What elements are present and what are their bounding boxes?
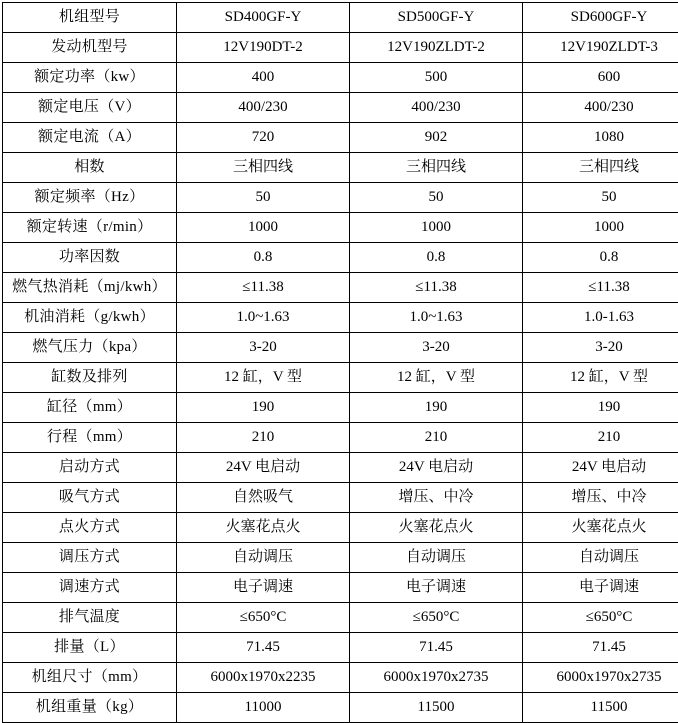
row-value: ≤650°C bbox=[177, 603, 350, 633]
row-value: 11500 bbox=[523, 693, 678, 723]
table-row bbox=[3, 273, 678, 303]
table-row bbox=[3, 573, 678, 603]
row-label: 机组型号 bbox=[3, 3, 177, 33]
row-value: 210 bbox=[350, 423, 523, 453]
row-value: 12V190ZLDT-3 bbox=[523, 33, 678, 63]
row-value: 12V190DT-2 bbox=[177, 33, 350, 63]
row-value: 自然吸气 bbox=[177, 483, 350, 513]
table-row bbox=[3, 693, 678, 723]
table-row bbox=[3, 603, 678, 633]
row-value: 1.0~1.63 bbox=[177, 303, 350, 333]
table-row bbox=[3, 393, 678, 423]
table-row bbox=[3, 63, 678, 93]
row-value: 三相四线 bbox=[350, 153, 523, 183]
row-value: ≤650°C bbox=[350, 603, 523, 633]
row-value: 500 bbox=[350, 63, 523, 93]
row-value: 210 bbox=[177, 423, 350, 453]
row-value: ≤11.38 bbox=[350, 273, 523, 303]
row-value: SD600GF-Y bbox=[523, 3, 678, 33]
row-value: 1.0~1.63 bbox=[350, 303, 523, 333]
row-value: 902 bbox=[350, 123, 523, 153]
row-value: ≤650°C bbox=[523, 603, 678, 633]
table-row bbox=[3, 333, 678, 363]
row-value: 1000 bbox=[350, 213, 523, 243]
row-value: 电子调速 bbox=[523, 573, 678, 603]
row-value: 190 bbox=[523, 393, 678, 423]
row-label: 额定电流（A） bbox=[3, 123, 177, 153]
table-row bbox=[3, 93, 678, 123]
row-value: 50 bbox=[177, 183, 350, 213]
table-row bbox=[3, 33, 678, 63]
row-value: 电子调速 bbox=[177, 573, 350, 603]
table-row bbox=[3, 123, 678, 153]
row-value: 400/230 bbox=[523, 93, 678, 123]
row-label: 功率因数 bbox=[3, 243, 177, 273]
row-label: 调压方式 bbox=[3, 543, 177, 573]
row-label: 燃气热消耗（mj/kwh） bbox=[3, 273, 177, 303]
row-value: 600 bbox=[523, 63, 678, 93]
row-value: 50 bbox=[350, 183, 523, 213]
row-value: SD500GF-Y bbox=[350, 3, 523, 33]
table-row bbox=[3, 543, 678, 573]
row-value: 1080 bbox=[523, 123, 678, 153]
row-label: 行程（mm） bbox=[3, 423, 177, 453]
row-value: 3-20 bbox=[350, 333, 523, 363]
row-value: 190 bbox=[350, 393, 523, 423]
specification-table bbox=[2, 2, 678, 723]
row-value: 自动调压 bbox=[523, 543, 678, 573]
row-value: 三相四线 bbox=[177, 153, 350, 183]
row-value: 0.8 bbox=[350, 243, 523, 273]
row-label: 缸数及排列 bbox=[3, 363, 177, 393]
row-value: 0.8 bbox=[523, 243, 678, 273]
row-value: 400 bbox=[177, 63, 350, 93]
row-value: 12 缸，V 型 bbox=[177, 363, 350, 393]
row-value: 电子调速 bbox=[350, 573, 523, 603]
row-value: 71.45 bbox=[177, 633, 350, 663]
row-label: 吸气方式 bbox=[3, 483, 177, 513]
row-label: 相数 bbox=[3, 153, 177, 183]
row-label: 额定电压（V） bbox=[3, 93, 177, 123]
row-value: 12 缸，V 型 bbox=[523, 363, 678, 393]
table-body bbox=[3, 3, 678, 723]
row-label: 燃气压力（kpa） bbox=[3, 333, 177, 363]
row-label: 发动机型号 bbox=[3, 33, 177, 63]
row-value: 210 bbox=[523, 423, 678, 453]
row-value: 火塞花点火 bbox=[350, 513, 523, 543]
row-label: 机组重量（kg） bbox=[3, 693, 177, 723]
row-label: 额定转速（r/min） bbox=[3, 213, 177, 243]
row-value: 24V 电启动 bbox=[177, 453, 350, 483]
row-value: 400/230 bbox=[350, 93, 523, 123]
row-value: ≤11.38 bbox=[523, 273, 678, 303]
row-label: 排量（L） bbox=[3, 633, 177, 663]
table-row bbox=[3, 243, 678, 273]
row-label: 额定功率（kw） bbox=[3, 63, 177, 93]
row-value: 720 bbox=[177, 123, 350, 153]
row-value: 1000 bbox=[177, 213, 350, 243]
row-value: 火塞花点火 bbox=[177, 513, 350, 543]
table-row bbox=[3, 453, 678, 483]
table-row bbox=[3, 513, 678, 543]
row-label: 机油消耗（g/kwh） bbox=[3, 303, 177, 333]
row-value: 6000x1970x2735 bbox=[350, 663, 523, 693]
table-row bbox=[3, 633, 678, 663]
row-value: 自动调压 bbox=[350, 543, 523, 573]
row-value: 71.45 bbox=[523, 633, 678, 663]
table-row bbox=[3, 483, 678, 513]
row-value: 增压、中冷 bbox=[523, 483, 678, 513]
row-label: 排气温度 bbox=[3, 603, 177, 633]
row-value: 6000x1970x2735 bbox=[523, 663, 678, 693]
row-value: 3-20 bbox=[177, 333, 350, 363]
row-value: 400/230 bbox=[177, 93, 350, 123]
row-value: 12 缸，V 型 bbox=[350, 363, 523, 393]
row-value: 1.0-1.63 bbox=[523, 303, 678, 333]
row-value: SD400GF-Y bbox=[177, 3, 350, 33]
row-value: 12V190ZLDT-2 bbox=[350, 33, 523, 63]
table-row bbox=[3, 183, 678, 213]
row-value: 1000 bbox=[523, 213, 678, 243]
table-row bbox=[3, 663, 678, 693]
row-value: 火塞花点火 bbox=[523, 513, 678, 543]
row-value: ≤11.38 bbox=[177, 273, 350, 303]
table-row bbox=[3, 3, 678, 33]
table-row bbox=[3, 153, 678, 183]
row-value: 三相四线 bbox=[523, 153, 678, 183]
row-label: 调速方式 bbox=[3, 573, 177, 603]
row-value: 增压、中冷 bbox=[350, 483, 523, 513]
row-value: 24V 电启动 bbox=[350, 453, 523, 483]
row-value: 71.45 bbox=[350, 633, 523, 663]
row-label: 机组尺寸（mm） bbox=[3, 663, 177, 693]
row-label: 缸径（mm） bbox=[3, 393, 177, 423]
row-value: 0.8 bbox=[177, 243, 350, 273]
table-row bbox=[3, 213, 678, 243]
table-row bbox=[3, 423, 678, 453]
row-value: 50 bbox=[523, 183, 678, 213]
row-label: 点火方式 bbox=[3, 513, 177, 543]
row-value: 3-20 bbox=[523, 333, 678, 363]
row-value: 自动调压 bbox=[177, 543, 350, 573]
row-value: 11500 bbox=[350, 693, 523, 723]
row-value: 24V 电启动 bbox=[523, 453, 678, 483]
row-value: 190 bbox=[177, 393, 350, 423]
row-value: 11000 bbox=[177, 693, 350, 723]
table-row bbox=[3, 363, 678, 393]
row-value: 6000x1970x2235 bbox=[177, 663, 350, 693]
table-row bbox=[3, 303, 678, 333]
row-label: 额定频率（Hz） bbox=[3, 183, 177, 213]
row-label: 启动方式 bbox=[3, 453, 177, 483]
